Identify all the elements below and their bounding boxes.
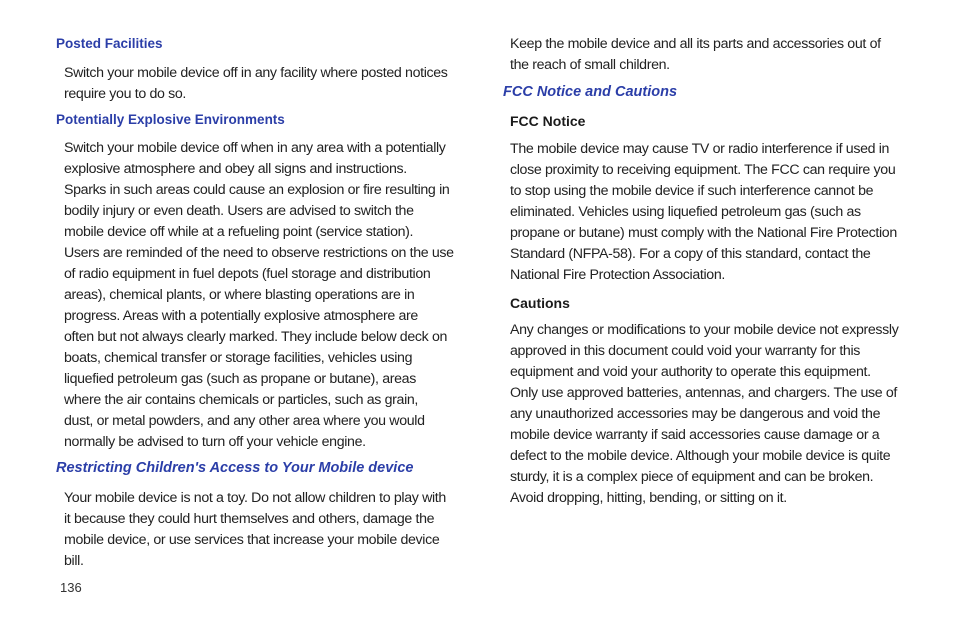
text-line: Sparks in such areas could cause an explosion or fire resulting in [64, 182, 450, 198]
fcc-notice-cautions-heading: FCC Notice and Cautions [503, 84, 678, 100]
text-line: Keep the mobile device and all its parts and accessories out of [510, 36, 881, 52]
text-line: require you to do so. [64, 86, 186, 102]
text-line: Switch your mobile device off in any facility where posted notices [64, 65, 448, 81]
text-line: approved in this document could void your warranty for this [510, 343, 860, 359]
text-line: propane or butane) must comply with the National Fire Protection [510, 225, 897, 241]
text-line: Standard (NFPA-58). For a copy of this standard, contact the [510, 246, 871, 262]
text-line: mobile device warranty if said accessories cause damage or a [510, 427, 880, 443]
text-line: liquefied petroleum gas (such as propane or butane), areas [64, 371, 416, 387]
text-line: Switch your mobile device off when in any area with a potentially [64, 140, 446, 156]
text-line: bodily injury or even death. Users are advised to switch the [64, 203, 414, 219]
fcc-notice-paragraph [510, 139, 897, 286]
text-line: The mobile device may cause TV or radio interference if used in [510, 141, 890, 157]
fcc-notice-subheading: FCC Notice [510, 113, 586, 129]
text-line: explosive atmosphere and obey all signs and instructions. [64, 161, 407, 177]
keep-away-paragraph [510, 34, 881, 76]
text-line: Any changes or modifications to your mobile device not expressly [510, 322, 899, 338]
text-line: Your mobile device is not a toy. Do not allow children to play with [64, 490, 446, 506]
text-line: mobile device off while at a refueling point (service station). [64, 224, 414, 240]
page-number: 136 [60, 580, 82, 595]
text-line: boats, chemical transfer or storage facilities, vehicles using [64, 350, 413, 366]
text-line: where the air contains chemicals or particles, such as grain, [64, 392, 419, 408]
childrens-access-paragraph [64, 488, 446, 572]
posted-facilities-heading: Posted Facilities [56, 36, 163, 51]
posted-facilities-paragraph [64, 63, 448, 105]
text-line: Only use approved batteries, antennas, and chargers. The use of [510, 385, 898, 401]
text-line: equipment and void your authority to operate this equipment. [510, 364, 871, 380]
text-line: Avoid dropping, hitting, bending, or sitting on it. [510, 490, 787, 506]
text-line: any unauthorized accessories may be dangerous and void the [510, 406, 881, 422]
text-line: Users are reminded of the need to observe restrictions on the use [64, 245, 454, 261]
cautions-subheading: Cautions [510, 295, 570, 311]
text-line: sturdy, it is a complex piece of equipment and can be broken. [510, 469, 874, 485]
text-line: normally be advised to turn off your vehicle engine. [64, 434, 366, 450]
text-line: defect to the mobile device. Although your mobile device is quite [510, 448, 891, 464]
text-line: progress. Areas with a potentially explosive atmosphere are [64, 308, 418, 324]
text-line: it because they could hurt themselves and others, damage the [64, 511, 435, 527]
childrens-access-heading: Restricting Children's Access to Your Mobile device [56, 460, 414, 476]
text-line: of radio equipment in fuel depots (fuel storage and distribution [64, 266, 431, 282]
text-line: National Fire Protection Association. [510, 267, 725, 283]
text-line: to stop using the mobile device if such interference cannot be [510, 183, 874, 199]
cautions-paragraph [510, 320, 898, 509]
text-line: the reach of small children. [510, 57, 670, 73]
text-line: dust, or metal powders, and any other area where you would [64, 413, 425, 429]
text-line: often but not always clearly marked. They include below deck on [64, 329, 448, 345]
text-line: mobile device, or use services that increase your mobile device [64, 532, 440, 548]
text-line: areas), chemical plants, or where blasting operations are in [64, 287, 415, 303]
explosive-environments-heading: Potentially Explosive Environments [56, 112, 285, 127]
explosive-environments-paragraph [64, 138, 454, 453]
text-line: close proximity to receiving equipment. The FCC can require you [510, 162, 896, 178]
text-line: bill. [64, 553, 84, 569]
text-line: eliminated. Vehicles using liquefied petroleum gas (such as [510, 204, 861, 220]
